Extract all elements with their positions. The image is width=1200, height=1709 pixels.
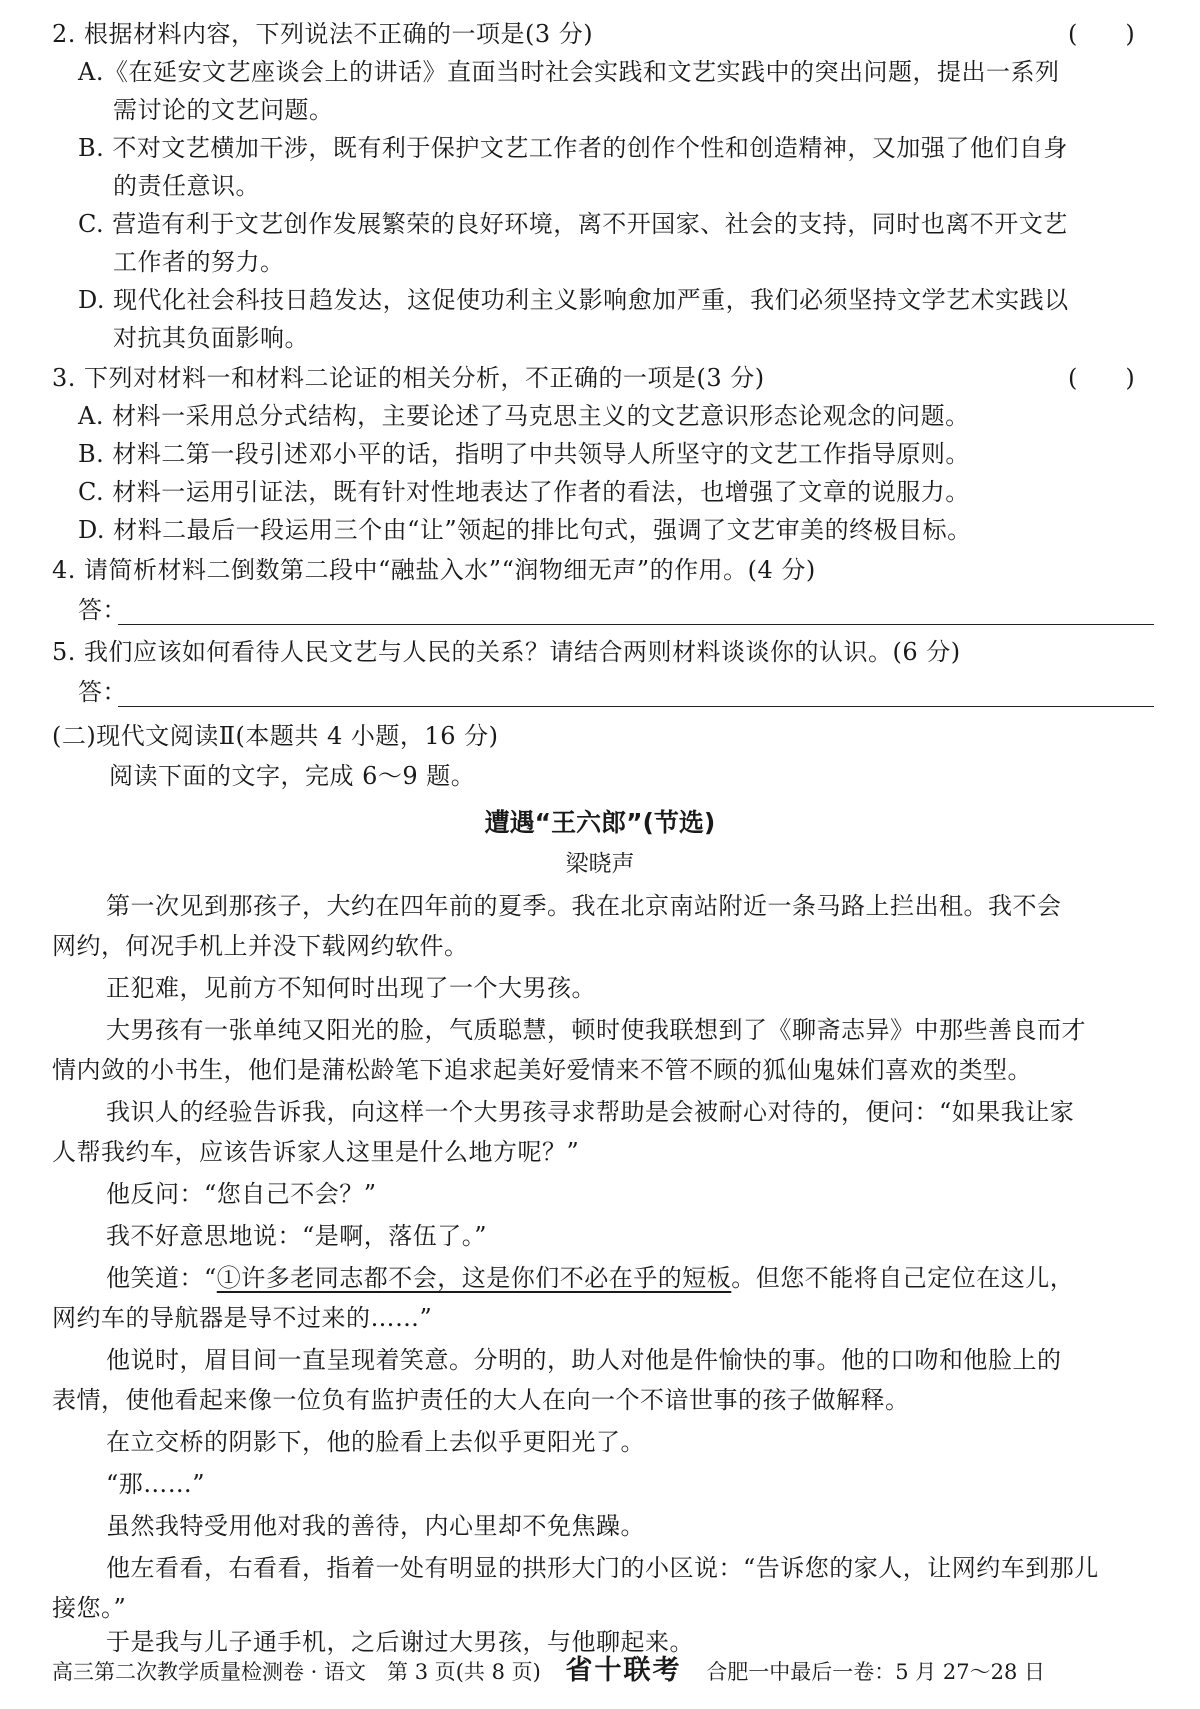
q2-option-a-cont: 需讨论的文艺问题。 xyxy=(113,96,334,124)
section-instruction: 阅读下面的文字，完成 6～9 题。 xyxy=(109,762,476,790)
article-paragraph: “那……” xyxy=(106,1470,206,1498)
article-paragraph: 大男孩有一张单纯又阳光的脸，气质聪慧，顿时使我联想到了《聊斋志异》中那些善良而才 xyxy=(106,1016,1086,1044)
article-paragraph-cont: 网约车的导航器是导不过来的……” xyxy=(52,1304,433,1332)
page-footer xyxy=(52,1656,1045,1687)
q2-option-c: C. 营造有利于文艺创作发展繁荣的良好环境，离不开国家、社会的支持，同时也离不开文艺 xyxy=(78,210,1068,238)
article-paragraph-cont: 接您。” xyxy=(52,1594,127,1622)
q5-answer-line[interactable] xyxy=(118,706,1154,707)
article-paragraph-cont: 表情，使他看起来像一位负有监护责任的大人在向一个不谙世事的孩子做解释。 xyxy=(52,1386,910,1414)
q2-option-b-cont: 的责任意识。 xyxy=(113,172,260,200)
article-paragraph: 他左看看，右看看，指着一处有明显的拱形大门的小区说：“告诉您的家人，让网约车到那儿 xyxy=(106,1554,1099,1582)
q2-stem: 2. 根据材料内容，下列说法不正确的一项是(3 分) xyxy=(52,20,594,48)
article-paragraph: 我不好意思地说：“是啊，落伍了。” xyxy=(106,1222,488,1250)
q2-option-b: B. 不对文艺横加干涉，既有利于保护文艺工作者的创作个性和创造精神，又加强了他们自身 xyxy=(78,134,1068,162)
article-paragraph: 他说时，眉目间一直呈现着笑意。分明的，助人对他是件愉快的事。他的口吻和他脸上的 xyxy=(106,1346,1062,1374)
q4-answer-label: 答： xyxy=(78,596,127,624)
footer-exam-date: 合肥一中最后一卷：5 月 27～28 日 xyxy=(706,1660,1046,1684)
article-title: 遭遇“王六郎”(节选) xyxy=(484,808,716,837)
article-paragraph: 正犯难，见前方不知何时出现了一个大男孩。 xyxy=(106,974,596,1002)
footer-exam-info: 高三第二次教学质量检测卷 · 语文 第 3 页(共 8 页) xyxy=(52,1660,541,1684)
article-author: 梁晓声 xyxy=(565,851,635,877)
q3-option-d: D. 材料二最后一段运用三个由“让”领起的排比句式，强调了文艺审美的终极目标。 xyxy=(78,516,972,544)
article-paragraph: 虽然我特受用他对我的善待，内心里却不免焦躁。 xyxy=(106,1512,645,1540)
q3-answer-bracket: ( ) xyxy=(1068,364,1135,392)
underlined-sentence-1: ①许多老同志都不会，这是你们不必在乎的短板 xyxy=(216,1264,732,1292)
q3-stem: 3. 下列对材料一和材料二论证的相关分析，不正确的一项是(3 分) xyxy=(52,364,765,392)
article-paragraph: 他反问：“您自己不会？” xyxy=(106,1180,377,1208)
q3-option-c: C. 材料一运用引证法，既有针对性地表达了作者的看法，也增强了文章的说服力。 xyxy=(78,478,970,506)
q5-stem: 5. 我们应该如何看待人民文艺与人民的关系？请结合两则材料谈谈你的认识。(6 分) xyxy=(52,638,961,666)
q4-answer-line[interactable] xyxy=(118,624,1154,625)
q2-option-d: D. 现代化社会科技日趋发达，这促使功利主义影响愈加严重，我们必须坚持文学艺术实践以 xyxy=(78,286,1069,314)
q5-answer-label: 答： xyxy=(78,678,127,706)
q4-stem: 4. 请简析材料二倒数第二段中“融盐入水”“润物细无声”的作用。(4 分) xyxy=(52,556,816,584)
q2-answer-bracket: ( ) xyxy=(1068,20,1135,48)
footer-brand-logo: 省十联考 xyxy=(565,1655,682,1686)
article-paragraph: 在立交桥的阴影下，他的脸看上去似乎更阳光了。 xyxy=(106,1428,645,1456)
article-paragraph: 我识人的经验告诉我，向这样一个大男孩寻求帮助是会被耐心对待的，便问：“如果我让家 xyxy=(106,1098,1075,1126)
quote-intro: 他笑道：“ xyxy=(106,1264,217,1292)
q2-option-c-cont: 工作者的努力。 xyxy=(113,248,285,276)
q2-option-a: A.《在延安文艺座谈会上的讲话》直面当时社会实践和文艺实践中的突出问题，提出一系列 xyxy=(78,58,1060,86)
quote-continuation: 。但您不能将自己定位在这儿， xyxy=(731,1264,1075,1292)
article-paragraph-cont: 情内敛的小书生，他们是蒲松龄笔下追求起美好爱情来不管不顾的狐仙鬼妹们喜欢的类型。 xyxy=(52,1056,1032,1084)
article-paragraph-cont: 人帮我约车，应该告诉家人这里是什么地方呢？” xyxy=(52,1138,580,1166)
section-heading: (二)现代文阅读Ⅱ(本题共 4 小题，16 分) xyxy=(52,722,499,750)
q2-option-d-cont: 对抗其负面影响。 xyxy=(113,324,309,352)
article-paragraph: 第一次见到那孩子，大约在四年前的夏季。我在北京南站附近一条马路上拦出租。我不会 xyxy=(106,892,1062,920)
article-paragraph-cont: 网约，何况手机上并没下载网约软件。 xyxy=(52,932,469,960)
q3-option-a: A. 材料一采用总分式结构，主要论述了马克思主义的文艺意识形态论观念的问题。 xyxy=(78,402,970,430)
article-paragraph xyxy=(106,1262,1074,1294)
q3-option-b: B. 材料二第一段引述邓小平的话，指明了中共领导人所坚守的文艺工作指导原则。 xyxy=(78,440,970,468)
article-paragraph: 于是我与儿子通手机，之后谢过大男孩，与他聊起来。 xyxy=(106,1628,694,1656)
